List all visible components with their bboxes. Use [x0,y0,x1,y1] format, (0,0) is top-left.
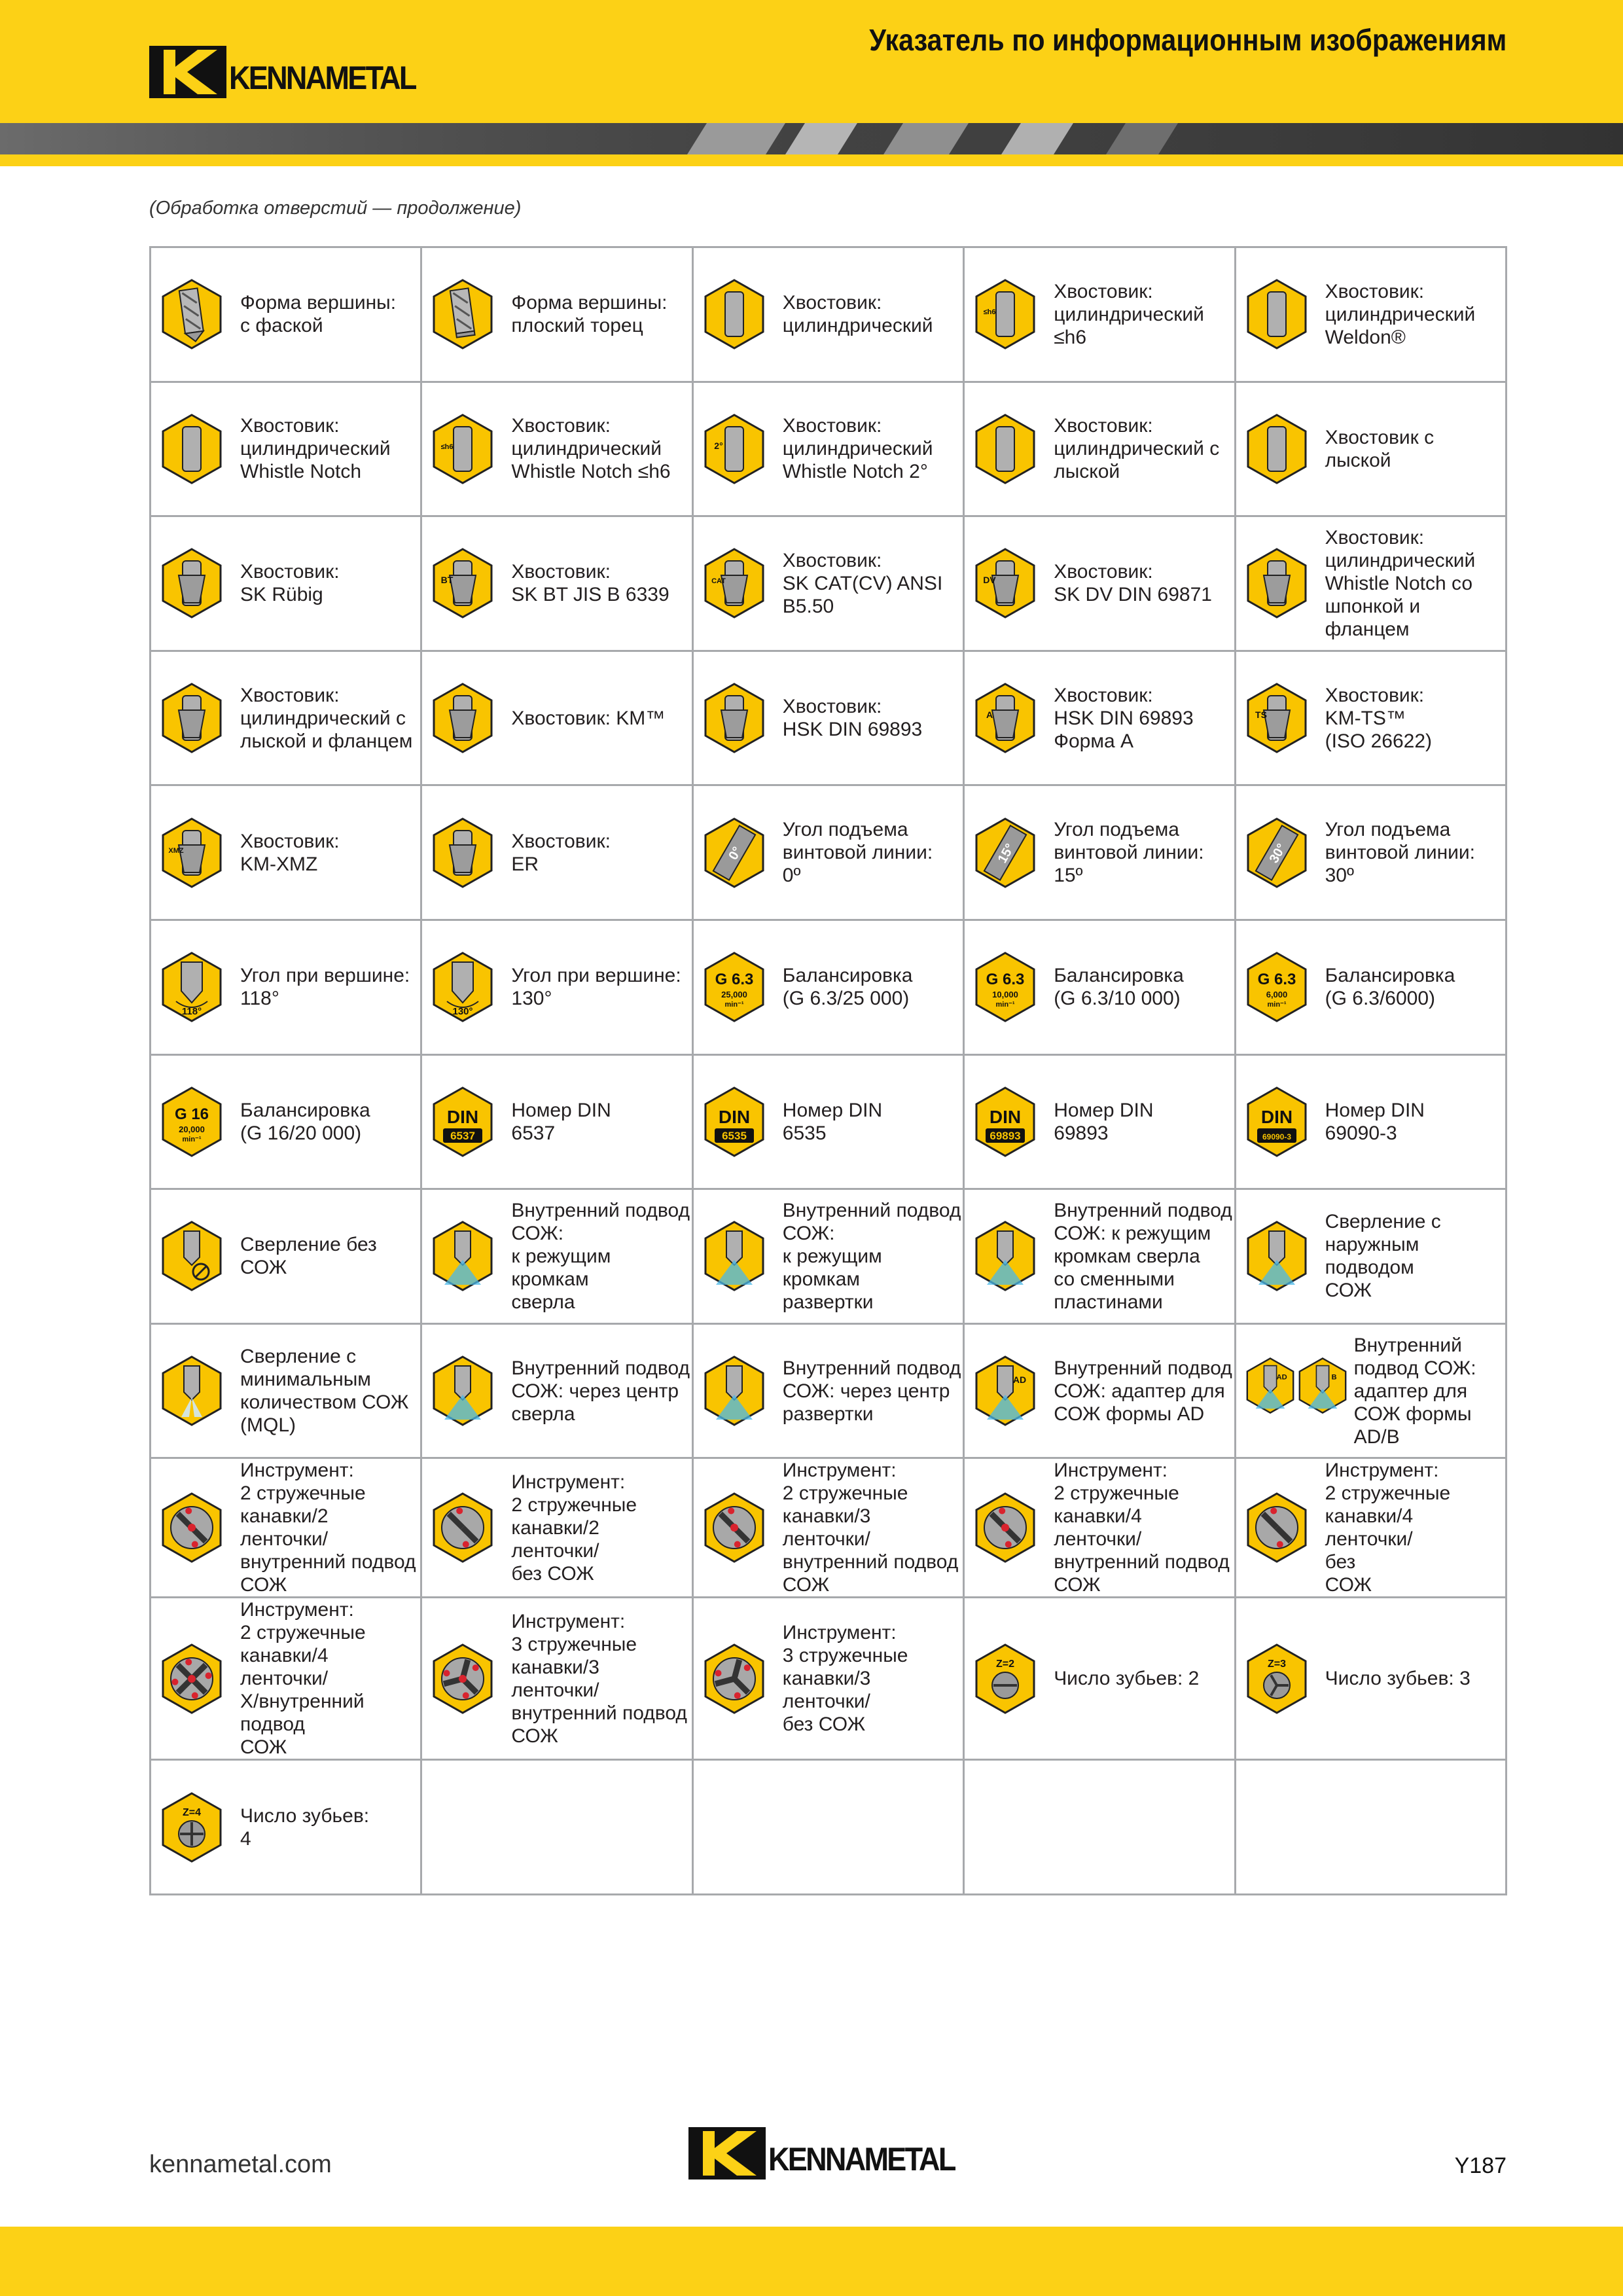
legend-cell [1236,1190,1507,1325]
legend-label: Хвостовик: цилиндрический Whistle Notch со шпонкой и фланцем [1325,526,1476,640]
svg-text:DIN: DIN [718,1106,750,1127]
legend-label: Номер DIN 6535 [782,1099,883,1144]
legend-cell [151,652,422,787]
legend-cell [151,248,422,383]
legend-label: Номер DIN 69893 [1054,1099,1154,1144]
legend-cell [1236,652,1507,787]
hsk-shank-icon [702,681,767,755]
footer-yellow-bar [0,2227,1623,2296]
svg-text:6537: 6537 [450,1129,476,1142]
svg-text:XMZ: XMZ [168,846,184,855]
whistle-notch-2deg-shank-icon [702,412,767,486]
svg-text:69893: 69893 [990,1129,1021,1142]
coolant-adapter-ad-b-icon [1244,1354,1296,1427]
legend-cell [965,1459,1236,1598]
legend-label: Инструмент: 2 стружечные канавки/2 ленточки/ внутренний подвод СОЖ [240,1460,416,1596]
km-shank-icon [430,681,495,755]
empty-cell [694,1761,965,1895]
legend-label: Хвостовик: цилиндрический с лыской [1054,415,1220,483]
helix-angle-15-icon [972,816,1038,889]
drill-flat-tip-icon [430,278,495,351]
legend-label: Хвостовик: KM-TS™ (ISO 26622) [1325,684,1433,752]
legend-cell [151,1761,422,1895]
sk-cat-shank-icon [702,547,767,620]
legend-label: Инструмент: 2 стружечные канавки/4 ленточки/ внутренний подвод СОЖ [1054,1460,1230,1596]
svg-text:G 6.3: G 6.3 [986,971,1025,989]
svg-text:G 6.3: G 6.3 [715,971,754,989]
legend-cell [1236,786,1507,921]
legend-cell [422,1190,693,1325]
legend-cell [694,517,965,652]
legend-label: Число зубьев: 2 [1054,1668,1200,1690]
legend-cell [965,1325,1236,1460]
page-title: Указатель по информационным изображениям [868,23,1507,57]
er-shank-icon [430,816,495,889]
internal-coolant-indexable-drill-icon [972,1219,1038,1293]
svg-text:DIN: DIN [447,1106,479,1127]
km-ts-shank-icon [1244,681,1310,755]
legend-cell [1236,921,1507,1056]
legend-cell [151,1598,422,1761]
legend-label: Угол при вершине: 118° [240,965,410,1010]
legend-cell [694,1056,965,1191]
internal-coolant-drill-edges-icon [430,1219,495,1293]
svg-text:min⁻¹: min⁻¹ [182,1135,202,1143]
legend-label: Хвостовик: SK BT JIS B 6339 [511,561,669,606]
svg-text:118°: 118° [181,1006,202,1018]
tool-2flute-2margin-dry-icon [430,1491,495,1564]
sk-bt-shank-icon [430,547,495,620]
svg-text:DIN: DIN [1260,1106,1293,1127]
coolant-through-drill-center-icon [430,1354,495,1427]
legend-label: Инструмент: 2 стружечные канавки/4 ленточки/ X/внутренний подвод СОЖ [240,1599,366,1759]
tool-2flute-4margin-x-internal-icon [159,1642,224,1715]
legend-cell [422,786,693,921]
cylindrical-shank-icon [702,278,767,351]
kennametal-k-logo-icon [149,46,226,98]
point-angle-130-icon [430,950,495,1024]
legend-label: Хвостовик: цилиндрический Whistle Notch ≤h6 [511,415,671,483]
legend-label: Угол подъема винтовой линии: 30º [1325,819,1476,887]
legend-cell [694,1459,965,1598]
svg-text:DV: DV [983,575,996,586]
km-xmz-shank-icon [159,816,224,889]
legend-label: Угол подъема винтовой линии: 0º [782,819,933,887]
external-coolant-drilling-icon [1244,1219,1310,1293]
svg-text:25,000: 25,000 [721,990,747,1000]
legend-cell [422,248,693,383]
svg-text:Z=3: Z=3 [1267,1658,1286,1670]
tool-2flute-2margin-internal-icon [159,1491,224,1564]
footer-url[interactable]: kennametal.com [149,2151,332,2178]
legend-cell [965,383,1236,518]
legend-label: Внутренний подвод СОЖ: к режущим кромкам развертки [782,1199,961,1313]
legend-cell [965,248,1236,383]
teeth-count-3-icon [1244,1642,1310,1715]
hsk-form-a-shank-icon [972,681,1038,755]
legend-label: Хвостовик: цилиндрический Whistle Notch 2° [782,415,933,483]
whistle-notch-h6-shank-icon [430,412,495,486]
legend-label: Внутренний подвод СОЖ: через центр развертки [782,1357,961,1425]
legend-label: Хвостовик: KM-XMZ [240,830,340,875]
legend-cell [965,1598,1236,1761]
coolant-adapter-ad-icon [972,1354,1038,1427]
svg-text:69090-3: 69090-3 [1262,1132,1291,1141]
legend-cell [965,1056,1236,1191]
legend-cell [965,786,1236,921]
legend-cell [1236,1598,1507,1761]
header-yellow-band [0,154,1623,166]
legend-cell [1236,1459,1507,1598]
legend-cell [151,1459,422,1598]
svg-text:≤h6: ≤h6 [983,308,996,317]
legend-cell [151,1056,422,1191]
legend-cell [422,921,693,1056]
legend-label: Внутренний подвод СОЖ: к режущим кромкам сверла [511,1199,690,1313]
balance-g16-20000-icon [159,1085,224,1158]
header-brand-wordmark: KENNAMETAL [229,60,416,96]
legend-cell [694,786,965,921]
svg-text:0°: 0° [726,844,745,863]
legend-cell [694,921,965,1056]
legend-label: Внутренний подвод СОЖ: адаптер для СОЖ формы AD [1054,1357,1232,1425]
legend-cell [1236,1325,1507,1460]
svg-text:Z=2: Z=2 [996,1658,1015,1670]
legend-cell [694,383,965,518]
legend-label: Хвостовик: HSK DIN 69893 Форма А [1054,684,1194,752]
weldon-shank-icon [1244,278,1310,351]
legend-cell [422,1056,693,1191]
svg-text:CAT: CAT [711,577,726,586]
legend-label: Хвостовик: цилиндрический с лыской и фланцем [240,684,413,752]
legend-label: Хвостовик: цилиндрический Whistle Notch [240,415,391,483]
empty-cell [422,1761,693,1895]
balance-g63-10000-icon [972,950,1038,1024]
din-69893-icon [972,1085,1038,1158]
flat-shank-icon [972,412,1038,486]
legend-label: Форма вершины: с фаской [240,292,397,337]
teeth-count-2-icon [972,1642,1038,1715]
coolant-adapter-b-icon [1296,1354,1349,1427]
legend-cell [151,786,422,921]
icon-legend-table [149,246,1507,1895]
flat-flange-shank-icon [159,681,224,755]
legend-label: Балансировка (G 16/20 000) [240,1099,370,1144]
legend-label: Сверление без СОЖ [240,1234,377,1279]
empty-cell [1236,1761,1507,1895]
legend-label: Хвостовик: цилиндрический [782,292,933,337]
svg-text:A: A [986,709,993,721]
svg-text:min⁻¹: min⁻¹ [1267,1001,1287,1009]
drill-chamfer-tip-icon [159,278,224,351]
empty-cell [965,1761,1236,1895]
shank-with-flat-icon [1244,412,1310,486]
legend-label: Внутренний подвод СОЖ: к режущим кромкам сверла со сменными пластинами [1054,1199,1232,1313]
legend-cell [151,517,422,652]
sk-rubig-shank-icon [159,547,224,620]
legend-label: Хвостовик: KM™ [511,707,666,729]
legend-label: Внутренний подвод СОЖ: через центр сверла [511,1357,690,1425]
balance-g63-6000-icon [1244,950,1310,1024]
legend-cell [965,652,1236,787]
svg-text:15°: 15° [995,841,1018,866]
legend-label: Хвостовик: SK CAT(CV) ANSI B5.50 [782,549,943,617]
legend-cell [151,1325,422,1460]
sk-dv-shank-icon [972,547,1038,620]
svg-text:6,000: 6,000 [1266,990,1287,1000]
legend-label: Сверление с наружным подводом СОЖ [1325,1211,1441,1302]
svg-text:min⁻¹: min⁻¹ [995,1001,1015,1009]
legend-cell [151,921,422,1056]
tool-2flute-4margin-dry-icon [1244,1491,1310,1564]
header-logo [149,46,436,98]
dry-drilling-icon [159,1219,224,1293]
footer-brand-wordmark: KENNAMETAL [768,2141,955,2178]
legend-cell [965,517,1236,652]
legend-cell [422,1325,693,1460]
kennametal-k-logo-icon [688,2127,766,2179]
legend-cell [694,1190,965,1325]
legend-label: Хвостовик: цилиндрический Weldon® [1325,280,1476,348]
legend-label: Угол подъема винтовой линии: 15º [1054,819,1204,887]
legend-label: Балансировка (G 6.3/10 000) [1054,965,1184,1010]
legend-cell [694,248,965,383]
legend-cell [1236,517,1507,652]
svg-text:G 6.3: G 6.3 [1257,971,1296,989]
svg-text:AD: AD [1276,1373,1287,1382]
legend-label: Угол при вершине: 130° [511,965,681,1010]
coolant-through-reamer-center-icon [702,1354,767,1427]
svg-text:G 16: G 16 [174,1105,209,1123]
legend-label: Число зубьев: 3 [1325,1668,1471,1690]
tool-3flute-3margin-internal-icon [430,1642,495,1715]
legend-label: Внутренний подвод СОЖ: адаптер для СОЖ формы AD/B [1353,1334,1476,1448]
legend-label: Хвостовик: SK Rübig [240,561,340,606]
tool-3flute-3margin-dry-icon [702,1642,767,1715]
svg-text:6535: 6535 [721,1129,747,1142]
legend-label: Хвостовик: SK DV DIN 69871 [1054,561,1212,606]
legend-cell [422,517,693,652]
legend-cell [422,652,693,787]
legend-cell [151,383,422,518]
footer-logo [688,2127,975,2179]
whistle-notch-shank-icon [159,412,224,486]
helix-angle-30-icon [1244,816,1310,889]
legend-label: Инструмент: 2 стружечные канавки/4 ленточки/ без СОЖ [1325,1460,1451,1596]
legend-label: Инструмент: 2 стружечные канавки/3 ленточки/ внутренний подвод СОЖ [782,1460,959,1596]
legend-cell [694,652,965,787]
svg-text:AD: AD [1013,1374,1027,1386]
legend-label: Сверление с минимальным количеством СОЖ (MQL) [240,1346,409,1437]
legend-cell [1236,1056,1507,1191]
legend-label: Форма вершины: плоский торец [511,292,668,337]
legend-label: Инструмент: 3 стружечные канавки/3 ленточки/ без СОЖ [782,1622,908,1736]
svg-text:30°: 30° [1266,841,1289,866]
legend-cell [965,1190,1236,1325]
din-6537-icon [430,1085,495,1158]
svg-text:10,000: 10,000 [992,990,1019,1000]
legend-label: Номер DIN 6537 [511,1099,611,1144]
svg-text:2°: 2° [714,440,723,451]
svg-text:min⁻¹: min⁻¹ [724,1001,744,1009]
legend-label: Число зубьев: 4 [240,1804,370,1850]
page-number: Y187 [1454,2153,1507,2178]
tool-2flute-3margin-internal-icon [702,1491,767,1564]
legend-cell [694,1598,965,1761]
cylindrical-shank-h6-icon [972,278,1038,351]
helix-angle-0-icon [702,816,767,889]
svg-text:130°: 130° [452,1006,473,1018]
legend-label: Инструмент: 2 стружечные канавки/2 ленточки/ без СОЖ [511,1471,637,1585]
tool-2flute-4margin-internal-icon [972,1491,1038,1564]
din-6535-icon [702,1085,767,1158]
svg-text:≤h6: ≤h6 [440,442,454,451]
section-subtitle: (Обработка отверстий — продолжение) [149,198,522,219]
legend-cell [965,921,1236,1056]
legend-label: Хвостовик: цилиндрический ≤h6 [1054,280,1204,348]
legend-label: Номер DIN 69090-3 [1325,1099,1425,1144]
page-header [0,0,1623,123]
balance-g63-25000-icon [702,950,767,1024]
svg-text:B: B [1331,1373,1337,1382]
svg-text:BT: BT [441,575,454,586]
internal-coolant-reamer-edges-icon [702,1219,767,1293]
din-69090-3-icon [1244,1085,1310,1158]
svg-text:DIN: DIN [990,1106,1022,1127]
legend-label: Хвостовик: HSK DIN 69893 [782,696,923,741]
legend-label: Инструмент: 3 стружечные канавки/3 ленточки/ внутренний подвод СОЖ [511,1610,687,1747]
legend-cell [151,1190,422,1325]
legend-cell [694,1325,965,1460]
whistle-notch-key-flange-shank-icon [1244,547,1310,620]
legend-label: Балансировка (G 6.3/25 000) [782,965,913,1010]
teeth-count-4-icon [159,1791,224,1864]
legend-cell [1236,383,1507,518]
point-angle-118-icon [159,950,224,1024]
legend-label: Хвостовик с лыской [1325,426,1435,471]
legend-label: Хвостовик: ER [511,830,611,875]
legend-cell [422,383,693,518]
legend-label: Балансировка (G 6.3/6000) [1325,965,1455,1010]
svg-text:20,000: 20,000 [179,1124,205,1134]
mql-drilling-icon [159,1354,224,1427]
legend-cell [422,1459,693,1598]
legend-cell [1236,248,1507,383]
svg-text:Z=4: Z=4 [182,1806,202,1818]
header-stripe [0,123,1623,154]
legend-cell [422,1598,693,1761]
svg-text:TS: TS [1255,709,1267,721]
